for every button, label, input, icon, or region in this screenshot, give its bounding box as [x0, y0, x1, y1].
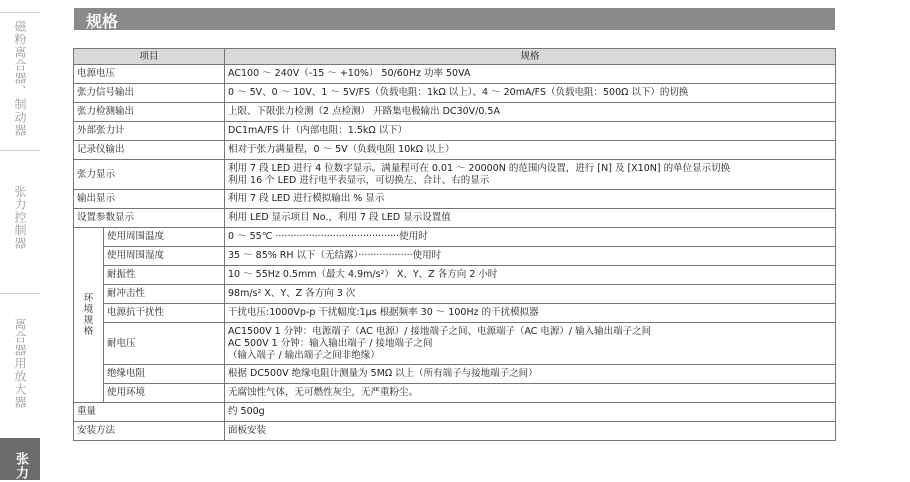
row-spec [225, 323, 836, 365]
sidebar-item-clutch-amplifier[interactable] [0, 318, 40, 418]
row-spec: 相对于张力满量程，0 ～ 5V（负载电阻 10kΩ 以上） [225, 141, 836, 160]
sidebar [0, 0, 40, 480]
sidebar-item-tension-controller[interactable] [0, 185, 40, 265]
row-spec: 利用 LED 显示项目 No.，利用 7 段 LED 显示设置值 [225, 209, 836, 228]
table-row [74, 384, 836, 403]
header-spec: 规格 [225, 49, 836, 65]
row-spec: 利用 7 段 LED 进行模拟输出 % 显示 [225, 190, 836, 209]
row-spec: 35 ～ 85% RH 以下（无结露）··················使用时 [225, 247, 836, 266]
row-item: 外部张力计 [74, 122, 225, 141]
sidebar-divider [0, 150, 40, 151]
row-spec: 约 500g [225, 403, 836, 422]
table-row [74, 365, 836, 384]
table-row [74, 403, 836, 422]
row-spec-line: AC1500V 1 分钟：电源端子（AC 电源）/ 接地端子之间、电源端子（AC 电源）/ 输入输出端子之间 [228, 325, 652, 337]
sidebar-item-label: 离合器用放大器 [13, 318, 27, 409]
sidebar-divider [0, 12, 40, 13]
row-item: 使用周围湿度 [104, 247, 225, 266]
table-row [74, 209, 836, 228]
row-item: 耐振性 [104, 266, 225, 285]
row-spec: 根据 DC500V 绝缘电阻计测量为 5MΩ 以上（所有端子与接地端子之间） [225, 365, 836, 384]
row-spec: 10 ～ 55Hz 0.5mm（最大 4.9m/s²） X、Y、Z 各方向 2 小时 [225, 266, 836, 285]
row-item: 电源电压 [74, 65, 225, 84]
row-item: 张力信号输出 [74, 84, 225, 103]
table-row [74, 160, 836, 190]
section-title-bar [74, 8, 835, 30]
row-spec: 干扰电压:1000Vp-p 干扰幅度:1μs 根据频率 30 ～ 100Hz 的干扰模拟器 [225, 304, 836, 323]
table-row [74, 304, 836, 323]
table-row [74, 122, 836, 141]
table-row [74, 84, 836, 103]
sidebar-item-label: 张力控制器 [13, 185, 27, 250]
row-spec-line: 利用 16 个 LED 进行电平表显示，可切换左、合计、右的显示 [228, 174, 490, 186]
row-spec: 0 ～ 5V、0 ～ 10V、1 ～ 5V/FS（负载电阻：1kΩ 以上）、4 ～ 20mA/FS（负载电阻：500Ω 以下）的切换 [225, 84, 836, 103]
row-spec-line: 利用 7 段 LED 进行 4 位数字显示。满量程可在 0.01 ～ 20000N 的范围内设置，进行 [N] 及 [X10N] 的单位显示切换 [228, 162, 731, 174]
row-item: 重量 [74, 403, 225, 422]
table-row [74, 285, 836, 304]
row-item: 输出显示 [74, 190, 225, 209]
row-spec [225, 160, 836, 190]
row-spec: 98m/s² X、Y、Z 各方向 3 次 [225, 285, 836, 304]
table-row [74, 141, 836, 160]
row-spec-line: AC 500V 1 分钟：输入输出端子 / 接地端子之间 [228, 337, 433, 349]
row-item: 绝缘电阻 [104, 365, 225, 384]
row-item: 设置参数显示 [74, 209, 225, 228]
row-item: 安装方法 [74, 422, 225, 441]
env-group-label: 环境规格 [83, 292, 94, 337]
row-spec: 上限、下限张力检测（2 点检测） 开路集电极输出 DC30V/0.5A [225, 103, 836, 122]
table-row [74, 323, 836, 365]
table-row [74, 422, 836, 441]
sidebar-item-tension-active[interactable] [0, 438, 40, 480]
row-item: 张力检测输出 [74, 103, 225, 122]
row-item: 张力显示 [74, 160, 225, 190]
table-header-row [74, 49, 836, 65]
sidebar-item-magnetic-clutch[interactable] [0, 20, 40, 140]
sidebar-item-label: 磁粉离合器、制动器 [13, 20, 27, 137]
header-item: 项目 [74, 49, 225, 65]
sidebar-divider [0, 293, 40, 294]
row-item: 记录仪输出 [74, 141, 225, 160]
row-spec: 0 ～ 55℃ ·········································使用时 [225, 228, 836, 247]
table-row [74, 65, 836, 84]
table-row [74, 190, 836, 209]
sidebar-item-label: 张力 [13, 452, 28, 480]
table-row [74, 103, 836, 122]
table-row [74, 247, 836, 266]
spec-table [73, 48, 836, 441]
row-spec: AC100 ～ 240V（-15 ～ +10%） 50/60Hz 功率 50VA [225, 65, 836, 84]
row-item: 电源抗干扰性 [104, 304, 225, 323]
row-item: 耐冲击性 [104, 285, 225, 304]
row-spec: 无腐蚀性气体，无可燃性灰尘，无严重粉尘。 [225, 384, 836, 403]
row-spec-line: （输入端子 / 输出端子之间非绝缘） [228, 349, 380, 361]
page-title: 规格 [86, 12, 119, 31]
table-row [74, 228, 836, 247]
row-item: 使用周围温度 [104, 228, 225, 247]
env-group-label-cell [74, 228, 104, 403]
row-spec: DC1mA/FS 计（内部电阻：1.5kΩ 以下） [225, 122, 836, 141]
row-item: 使用环境 [104, 384, 225, 403]
row-spec: 面板安装 [225, 422, 836, 441]
row-item: 耐电压 [104, 323, 225, 365]
table-row [74, 266, 836, 285]
